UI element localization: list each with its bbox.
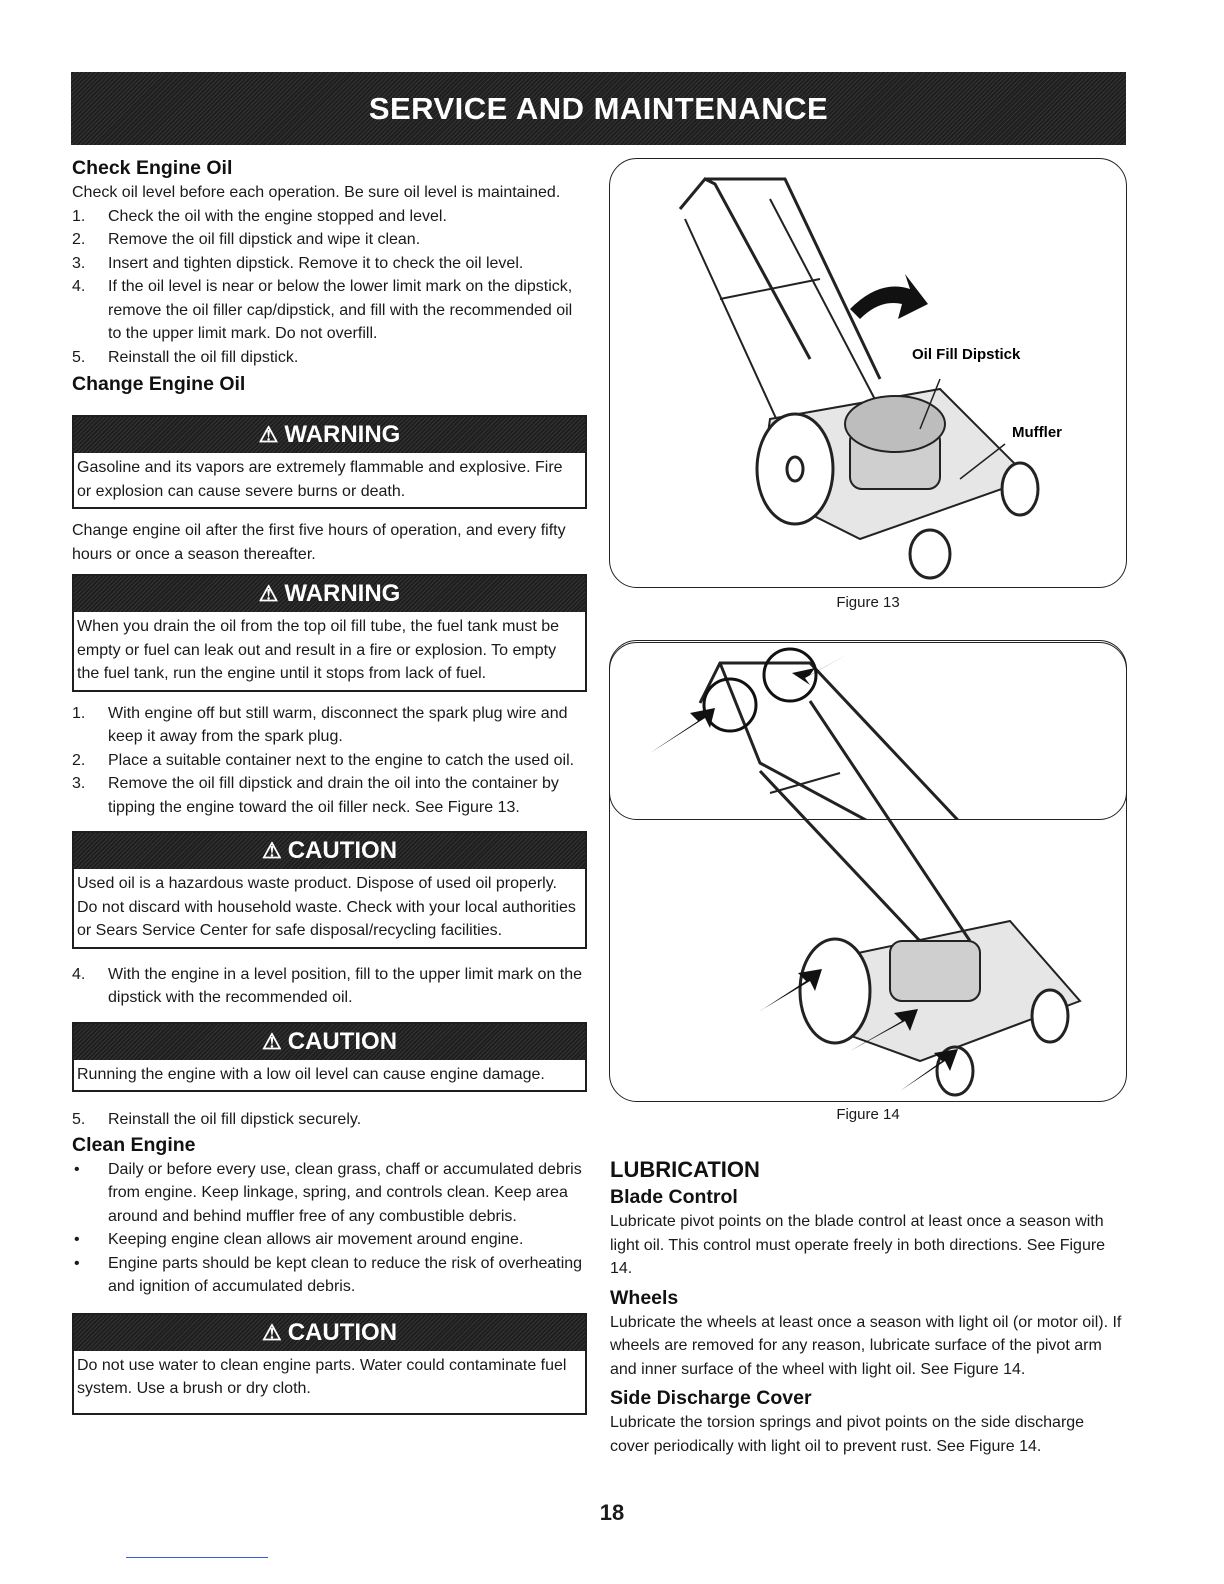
list-item: 2. Remove the oil fill dipstick and wipe it clean. bbox=[72, 231, 421, 248]
list-item: 2. Place a suitable container next to the engine to catch the used oil. bbox=[72, 751, 575, 769]
warning-triangle-icon: ⚠ bbox=[258, 581, 279, 606]
change-oil-step-5 bbox=[72, 1108, 587, 1132]
warning-triangle-icon: ⚠ bbox=[261, 1319, 282, 1345]
check-oil-heading: Check Engine Oil bbox=[72, 157, 233, 179]
blade-control-heading: Blade Control bbox=[610, 1186, 738, 1208]
caution-box bbox=[72, 1313, 587, 1415]
figure-14-frame bbox=[609, 640, 1127, 1102]
left-column bbox=[72, 155, 587, 1425]
lubrication-section bbox=[610, 1156, 1124, 1458]
side-discharge-heading: Side Discharge Cover bbox=[610, 1387, 812, 1409]
caution-box bbox=[72, 1022, 587, 1093]
list-item: 1. Check the oil with the engine stopped and level. bbox=[72, 207, 447, 225]
warning-triangle-icon: ⚠ bbox=[261, 1028, 282, 1054]
warning-header: ⚠ WARNING bbox=[74, 417, 585, 453]
section-banner bbox=[71, 72, 1126, 145]
list-item: 1. With engine off but still warm, disconnect the spark plug wire and keep it away from the spark plug. bbox=[72, 704, 568, 745]
check-oil-intro: Check oil level before each operation. Be sure oil level is maintained. bbox=[72, 184, 561, 201]
warning-triangle-icon: ⚠ bbox=[258, 422, 279, 447]
figure-14-caption: Figure 14 bbox=[836, 1106, 900, 1123]
warning-box bbox=[72, 415, 587, 509]
wheels-heading: Wheels bbox=[610, 1286, 679, 1309]
list-item: 3. Insert and tighten dipstick. Remove it to check the oil level. bbox=[72, 254, 524, 272]
figure-13-caption: Figure 13 bbox=[836, 594, 900, 611]
warning-header: ⚠ WARNING bbox=[74, 576, 585, 612]
oil-change-interval: Change engine oil after the first five hours of operation, and every fifty hours or once a season thereafter. bbox=[72, 522, 566, 563]
footer-rule bbox=[126, 1557, 268, 1558]
warning-box bbox=[72, 574, 587, 692]
muffler-label: Muffler bbox=[1012, 424, 1062, 441]
list-item: 4. With the engine in a level position, fill to the upper limit mark on the dipstick with the recommended oil. bbox=[72, 965, 583, 1006]
caution-header: ⚠ CAUTION bbox=[74, 1315, 585, 1351]
clean-engine-heading: Clean Engine bbox=[72, 1133, 196, 1156]
list-item: • Keeping engine clean allows air movement around engine. bbox=[72, 1228, 587, 1252]
mower-illustration bbox=[610, 159, 1126, 587]
caution-text: Do not use water to clean engine parts. Water could contaminate fuel system. Use a brush or dry cloth. bbox=[77, 1356, 567, 1397]
caution-header: ⚠ CAUTION bbox=[74, 1024, 585, 1060]
oil-fill-dipstick-label: Oil Fill Dipstick bbox=[912, 346, 1021, 363]
list-item: • Engine parts should be kept clean to reduce the risk of overheating and ignition of accumulated debris. bbox=[72, 1252, 587, 1299]
caution-header: ⚠ CAUTION bbox=[74, 833, 585, 869]
change-oil-steps bbox=[72, 702, 587, 820]
caution-box bbox=[72, 831, 587, 949]
list-item: 3. Remove the oil fill dipstick and drain the oil into the container by tipping the engine toward the oil filler neck. See Figure 13. bbox=[72, 775, 559, 816]
clean-engine-bullets bbox=[72, 1158, 587, 1299]
list-item: • Daily or before every use, clean grass, chaff or accumulated debris from engine. Keep linkage, spring, and controls clean. Keep area around and behind muffler free of any combustible debris. bbox=[72, 1158, 587, 1229]
check-oil-steps bbox=[72, 205, 587, 370]
caution-text: Used oil is a hazardous waste product. Dispose of used oil properly. Do not discard with household waste. Check with your local authorities or Sears Service Center for safe disposal/recycling facilities. bbox=[77, 875, 576, 939]
list-item: 4. If the oil level is near or below the lower limit mark on the dipstick, remove the oil filler cap/dipstick, and fill with the recommended oil to the upper limit mark. Do not overfill. bbox=[72, 278, 573, 342]
banner-title: SERVICE AND MAINTENANCE bbox=[368, 90, 829, 126]
list-item: 5. Reinstall the oil fill dipstick. bbox=[72, 348, 299, 366]
warning-text: Gasoline and its vapors are extremely flammable and explosive. Fire or explosion can cause severe burns or death. bbox=[77, 459, 563, 500]
lubrication-heading: LUBRICATION bbox=[610, 1157, 760, 1182]
figure-13-image bbox=[609, 158, 1127, 588]
change-oil-heading: Change Engine Oil bbox=[72, 373, 246, 395]
blade-control-text: Lubricate pivot points on the blade control at least once a season with light oil. This control must operate freely in both directions. See Figure 14. bbox=[610, 1213, 1106, 1277]
page-number: 18 bbox=[599, 1500, 625, 1525]
mower-lower-illustration bbox=[610, 641, 1126, 1101]
caution-text: Running the engine with a low oil level can cause engine damage. bbox=[77, 1065, 545, 1083]
wheels-text: Lubricate the wheels at least once a season with light oil (or motor oil). If wheels are removed for any reason, lubricate surface of the pivot arm and inner surface of the wheel with light oil. See Figure 14. bbox=[610, 1313, 1122, 1378]
side-discharge-text: Lubricate the torsion springs and pivot points on the side discharge cover periodically with light oil to prevent rust. See Figure 14. bbox=[610, 1414, 1085, 1455]
change-oil-step-4 bbox=[72, 963, 587, 1010]
warning-triangle-icon: ⚠ bbox=[261, 838, 282, 863]
warning-text: When you drain the oil from the top oil fill tube, the fuel tank must be empty or fuel can leak out and result in a fire or explosion. To empty the fuel tank, run the engine until it stops from lack of fuel. bbox=[77, 618, 560, 682]
list-item: 5. Reinstall the oil fill dipstick securely. bbox=[72, 1111, 362, 1128]
